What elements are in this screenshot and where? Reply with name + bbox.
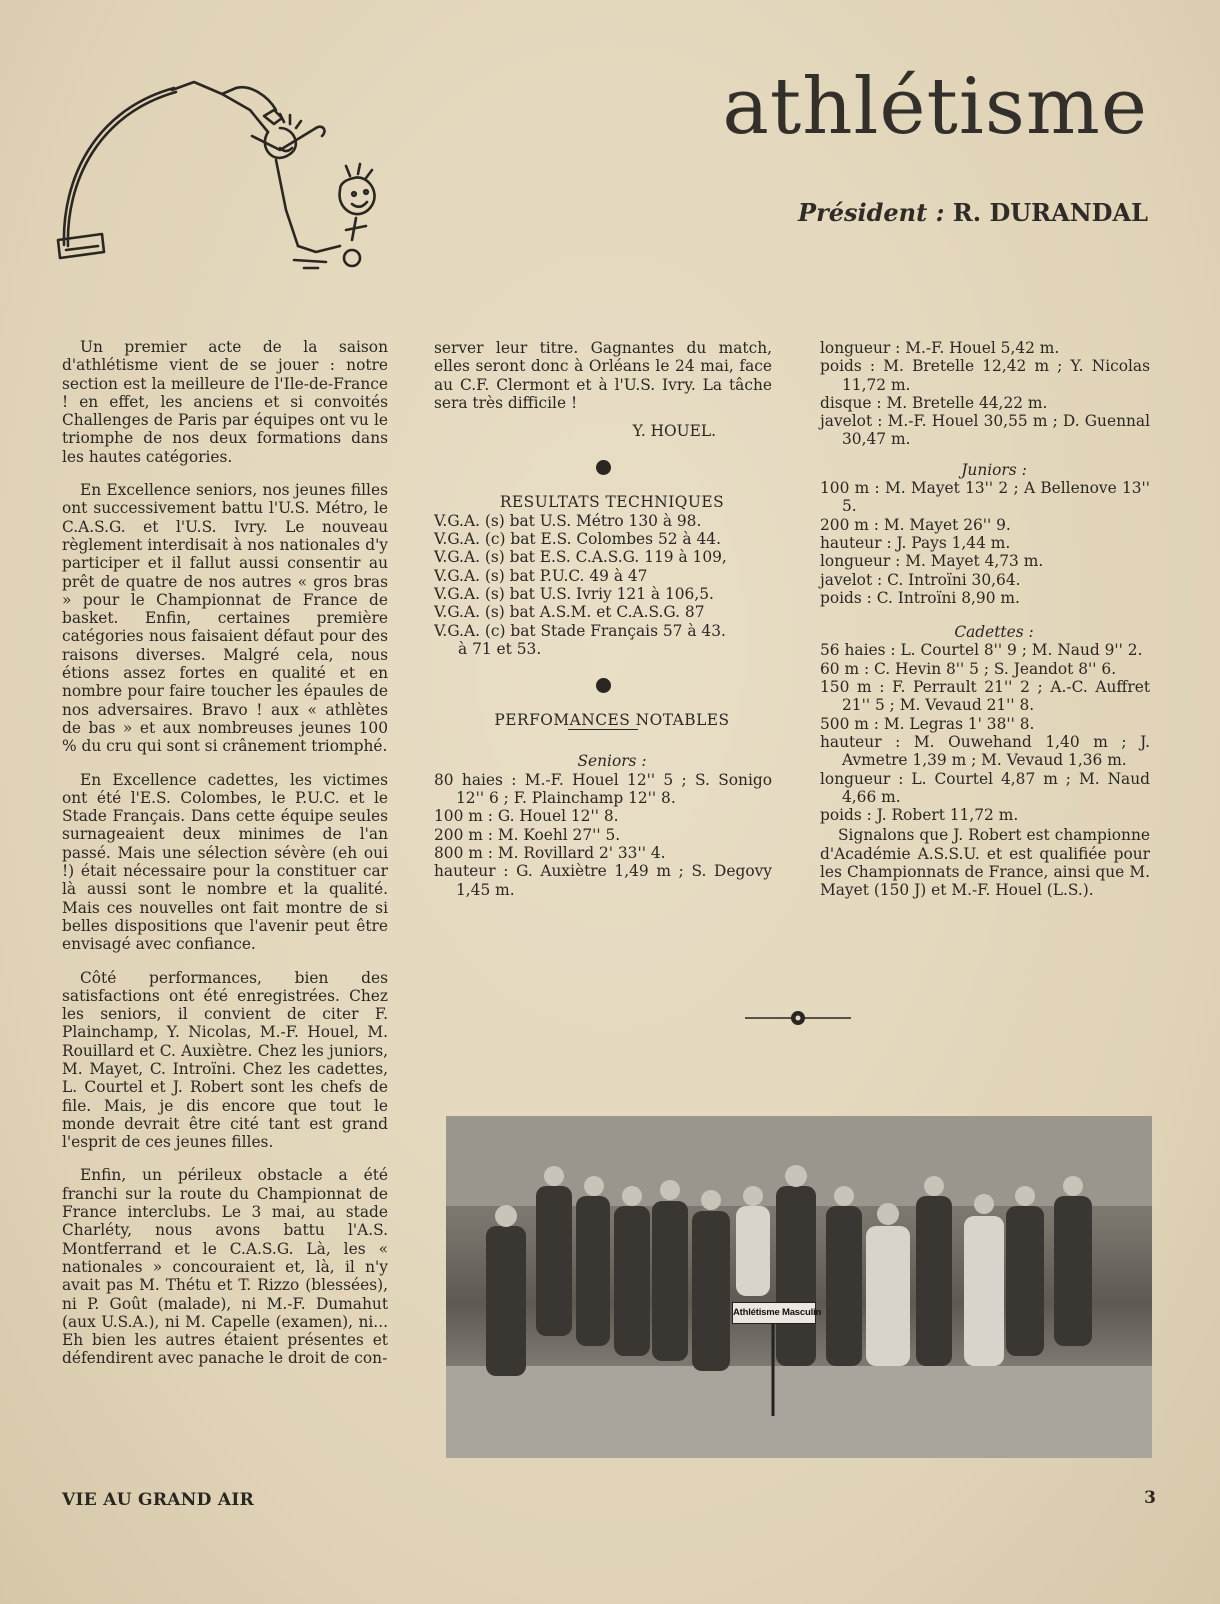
performance-item: poids : C. Introïni 8,90 m. <box>820 588 1020 607</box>
result-item: V.G.A. (s) bat E.S. C.A.S.G. 119 à 109, <box>434 548 727 567</box>
bullet-separator <box>596 678 611 693</box>
pole-vault-cartoon-icon <box>54 70 404 280</box>
section-title: athlétisme <box>722 62 1148 152</box>
article-paragraph: server leur titre. Gagnantes du match, elles seront donc à Orléans le 24 mai, face au C.F. Clermont et à l'U.S. Ivry. La tâche sera très difficile ! <box>434 339 772 412</box>
performance-item: 800 m : M. Rovillard 2' 33'' 4. <box>434 843 666 862</box>
article-paragraph: Côté performances, bien des satisfactions ont été enregistrées. Chez les seniors, il convient de citer F. Plainchamp, Y. Nicolas, M.-F. Houel, M. Rouillard et C. Auxiètre. Chez les juniors, M. Mayet, C. Introïni. Chez les cadettes, L. Courtel et J. Robert sont les chefs de file. Mais, je dis encore que tout le monde devrait être cité tant est grand l'esprit de ces jeunes filles. <box>62 968 388 1152</box>
team-photo-figures-icon <box>446 1116 1152 1458</box>
ornament-divider-icon <box>745 1010 851 1026</box>
result-item: V.G.A. (s) bat U.S. Métro 130 à 98. <box>434 511 702 530</box>
performance-item: 60 m : C. Hevin 8'' 5 ; S. Jeandot 8'' 6. <box>820 659 1117 678</box>
team-photo <box>446 1116 1152 1458</box>
juniors-label: Juniors : <box>961 460 1027 479</box>
result-item: V.G.A. (c) bat Stade Français 57 à 43. <box>434 621 726 640</box>
performance-item: disque : M. Bretelle 44,22 m. <box>820 393 1048 412</box>
performance-item: hauteur : G. Auxiètre 1,49 m ; S. Degovy 1,45 m. <box>434 862 772 899</box>
article-paragraph: Un premier acte de la saison d'athlétisme vient de se jouer : notre section est la meilleure de l'Ile-de-France ! en effet, les anciens et si convoités Challenges de Paris par équipes ont vu le triomphe de nos deux formations dans les hautes catégories. <box>62 338 388 466</box>
seniors-list <box>434 771 772 899</box>
short-rule <box>568 729 638 730</box>
performances-heading: PERFOMANCES NOTABLES <box>494 711 730 730</box>
article-paragraph: Enfin, un périleux obstacle a été franchi sur la route du Championnat de France interclubs. Le 3 mai, au stade Charléty, nous avons battu l'A.S. Montferrand et le C.A.S.G. Là, les « nationales » concouraient et, là, il n'y avait pas M. Thétu et T. Rizzo (blessées), ni P. Goût (malade), ni M.-F. Dumahut (aux U.S.A.), ni M. Capelle (examen), ni... Eh bien les autres étaient présentes et défendirent avec panache le droit de con- <box>62 1166 388 1368</box>
page-number: 3 <box>1144 1488 1156 1508</box>
cadettes-list <box>820 641 1150 824</box>
juniors-list <box>820 479 1150 607</box>
performance-item: longueur : M.-F. Houel 5,42 m. <box>820 339 1060 357</box>
article-paragraph: En Excellence seniors, nos jeunes filles ont successivement battu l'U.S. Métro, le C.A.S.G. et l'U.S. Ivry. Le nouveau règlement interdisait à nos nationales d'y participer et il fallut aussi consentir au prêt de quatre de nos autres « gros bras » pour le Championnat de France de basket. Enfin, certaines première catégories nous faisaient défaut pour des raisons diverses. Malgré cela, nous étions assez fortes en qualité et en nombre pour faire toucher les épaules de nos adversaires. Bravo ! aux « athlètes de bas » et aux nombreuses jeunes 100 % du cru qui sont si crânement triomphé. <box>62 481 388 756</box>
author-signature: Y. HOUEL. <box>632 422 716 441</box>
performance-item: hauteur : J. Pays 1,44 m. <box>820 533 1011 552</box>
results-list <box>434 512 772 658</box>
article-paragraph: En Excellence cadettes, les victimes ont été l'E.S. Colombes, le P.U.C. et le Stade Français. Dans cette équipe seules surnageaient deux minimes de l'an passé. Mais une sélection sévère (eh oui !) était nécessaire pour la constituer car là aussi sont le nombre et la qualité. Mais ces nouvelles ont fait montre de si belles dispositions que l'avenir peut être envisagé avec confiance. <box>62 770 388 954</box>
cadettes-label: Cadettes : <box>954 623 1034 642</box>
seniors-list-continued <box>820 339 1150 449</box>
result-item: V.G.A. (s) bat P.U.C. 49 à 47 <box>434 566 648 585</box>
performance-item: javelot : M.-F. Houel 30,55 m ; D. Guennal 30,47 m. <box>820 412 1150 449</box>
president-line <box>798 198 1148 227</box>
team-sign: Athlétisme Masculin <box>732 1302 816 1324</box>
performance-item: 500 m : M. Legras 1' 38'' 8. <box>820 714 1035 733</box>
president-name: R. DURANDAL <box>952 198 1148 227</box>
seniors-label: Seniors : <box>577 752 647 771</box>
president-label: Président : <box>798 198 945 227</box>
result-item: à 71 et 53. <box>458 639 542 658</box>
performance-item: 200 m : M. Mayet 26'' 9. <box>820 515 1011 534</box>
closing-paragraph: Signalons que J. Robert est championne d'Académie A.S.S.U. et est qualifiée pour les Championnats de France, ainsi que M. Mayet (150 J) et M.-F. Houel (L.S.). <box>820 826 1150 900</box>
performance-item: longueur : L. Courtel 4,87 m ; M. Naud 4,66 m. <box>820 769 1150 806</box>
performance-item: hauteur : M. Ouwehand 1,40 m ; J. Avmetre 1,39 m ; M. Vevaud 1,36 m. <box>820 732 1150 770</box>
result-item: V.G.A. (s) bat A.S.M. et C.A.S.G. 87 <box>434 603 705 622</box>
performance-item: 56 haies : L. Courtel 8'' 9 ; M. Naud 9'' 2. <box>820 641 1143 660</box>
performance-item: longueur : M. Mayet 4,73 m. <box>820 552 1044 571</box>
results-heading: RESULTATS TECHNIQUES <box>499 493 725 512</box>
article-column-2 <box>434 339 772 899</box>
magazine-name: VIE AU GRAND AIR <box>62 1490 255 1510</box>
result-item: V.G.A. (s) bat U.S. Ivriy 121 à 106,5. <box>434 584 714 603</box>
performance-item: 100 m : M. Mayet 13'' 2 ; A Bellenove 13'' 5. <box>820 479 1150 516</box>
performance-item: poids : M. Bretelle 12,42 m ; Y. Nicolas 11,72 m. <box>820 357 1150 394</box>
performance-item: 100 m : G. Houel 12'' 8. <box>434 807 619 826</box>
result-item: V.G.A. (c) bat E.S. Colombes 52 à 44. <box>434 530 721 549</box>
performance-item: javelot : C. Introïni 30,64. <box>820 570 1021 589</box>
performance-item: 80 haies : M.-F. Houel 12'' 5 ; S. Sonigo 12'' 6 ; F. Plainchamp 12'' 8. <box>434 770 772 808</box>
bullet-separator <box>596 460 611 475</box>
performance-item: 150 m : F. Perrault 21'' 2 ; A.-C. Auffret 21'' 5 ; M. Vevaud 21'' 8. <box>820 678 1150 715</box>
performance-item: 200 m : M. Koehl 27'' 5. <box>434 825 621 844</box>
article-column-3 <box>820 339 1150 900</box>
article-column-1 <box>62 338 388 1383</box>
performance-item: poids : J. Robert 11,72 m. <box>820 806 1019 825</box>
